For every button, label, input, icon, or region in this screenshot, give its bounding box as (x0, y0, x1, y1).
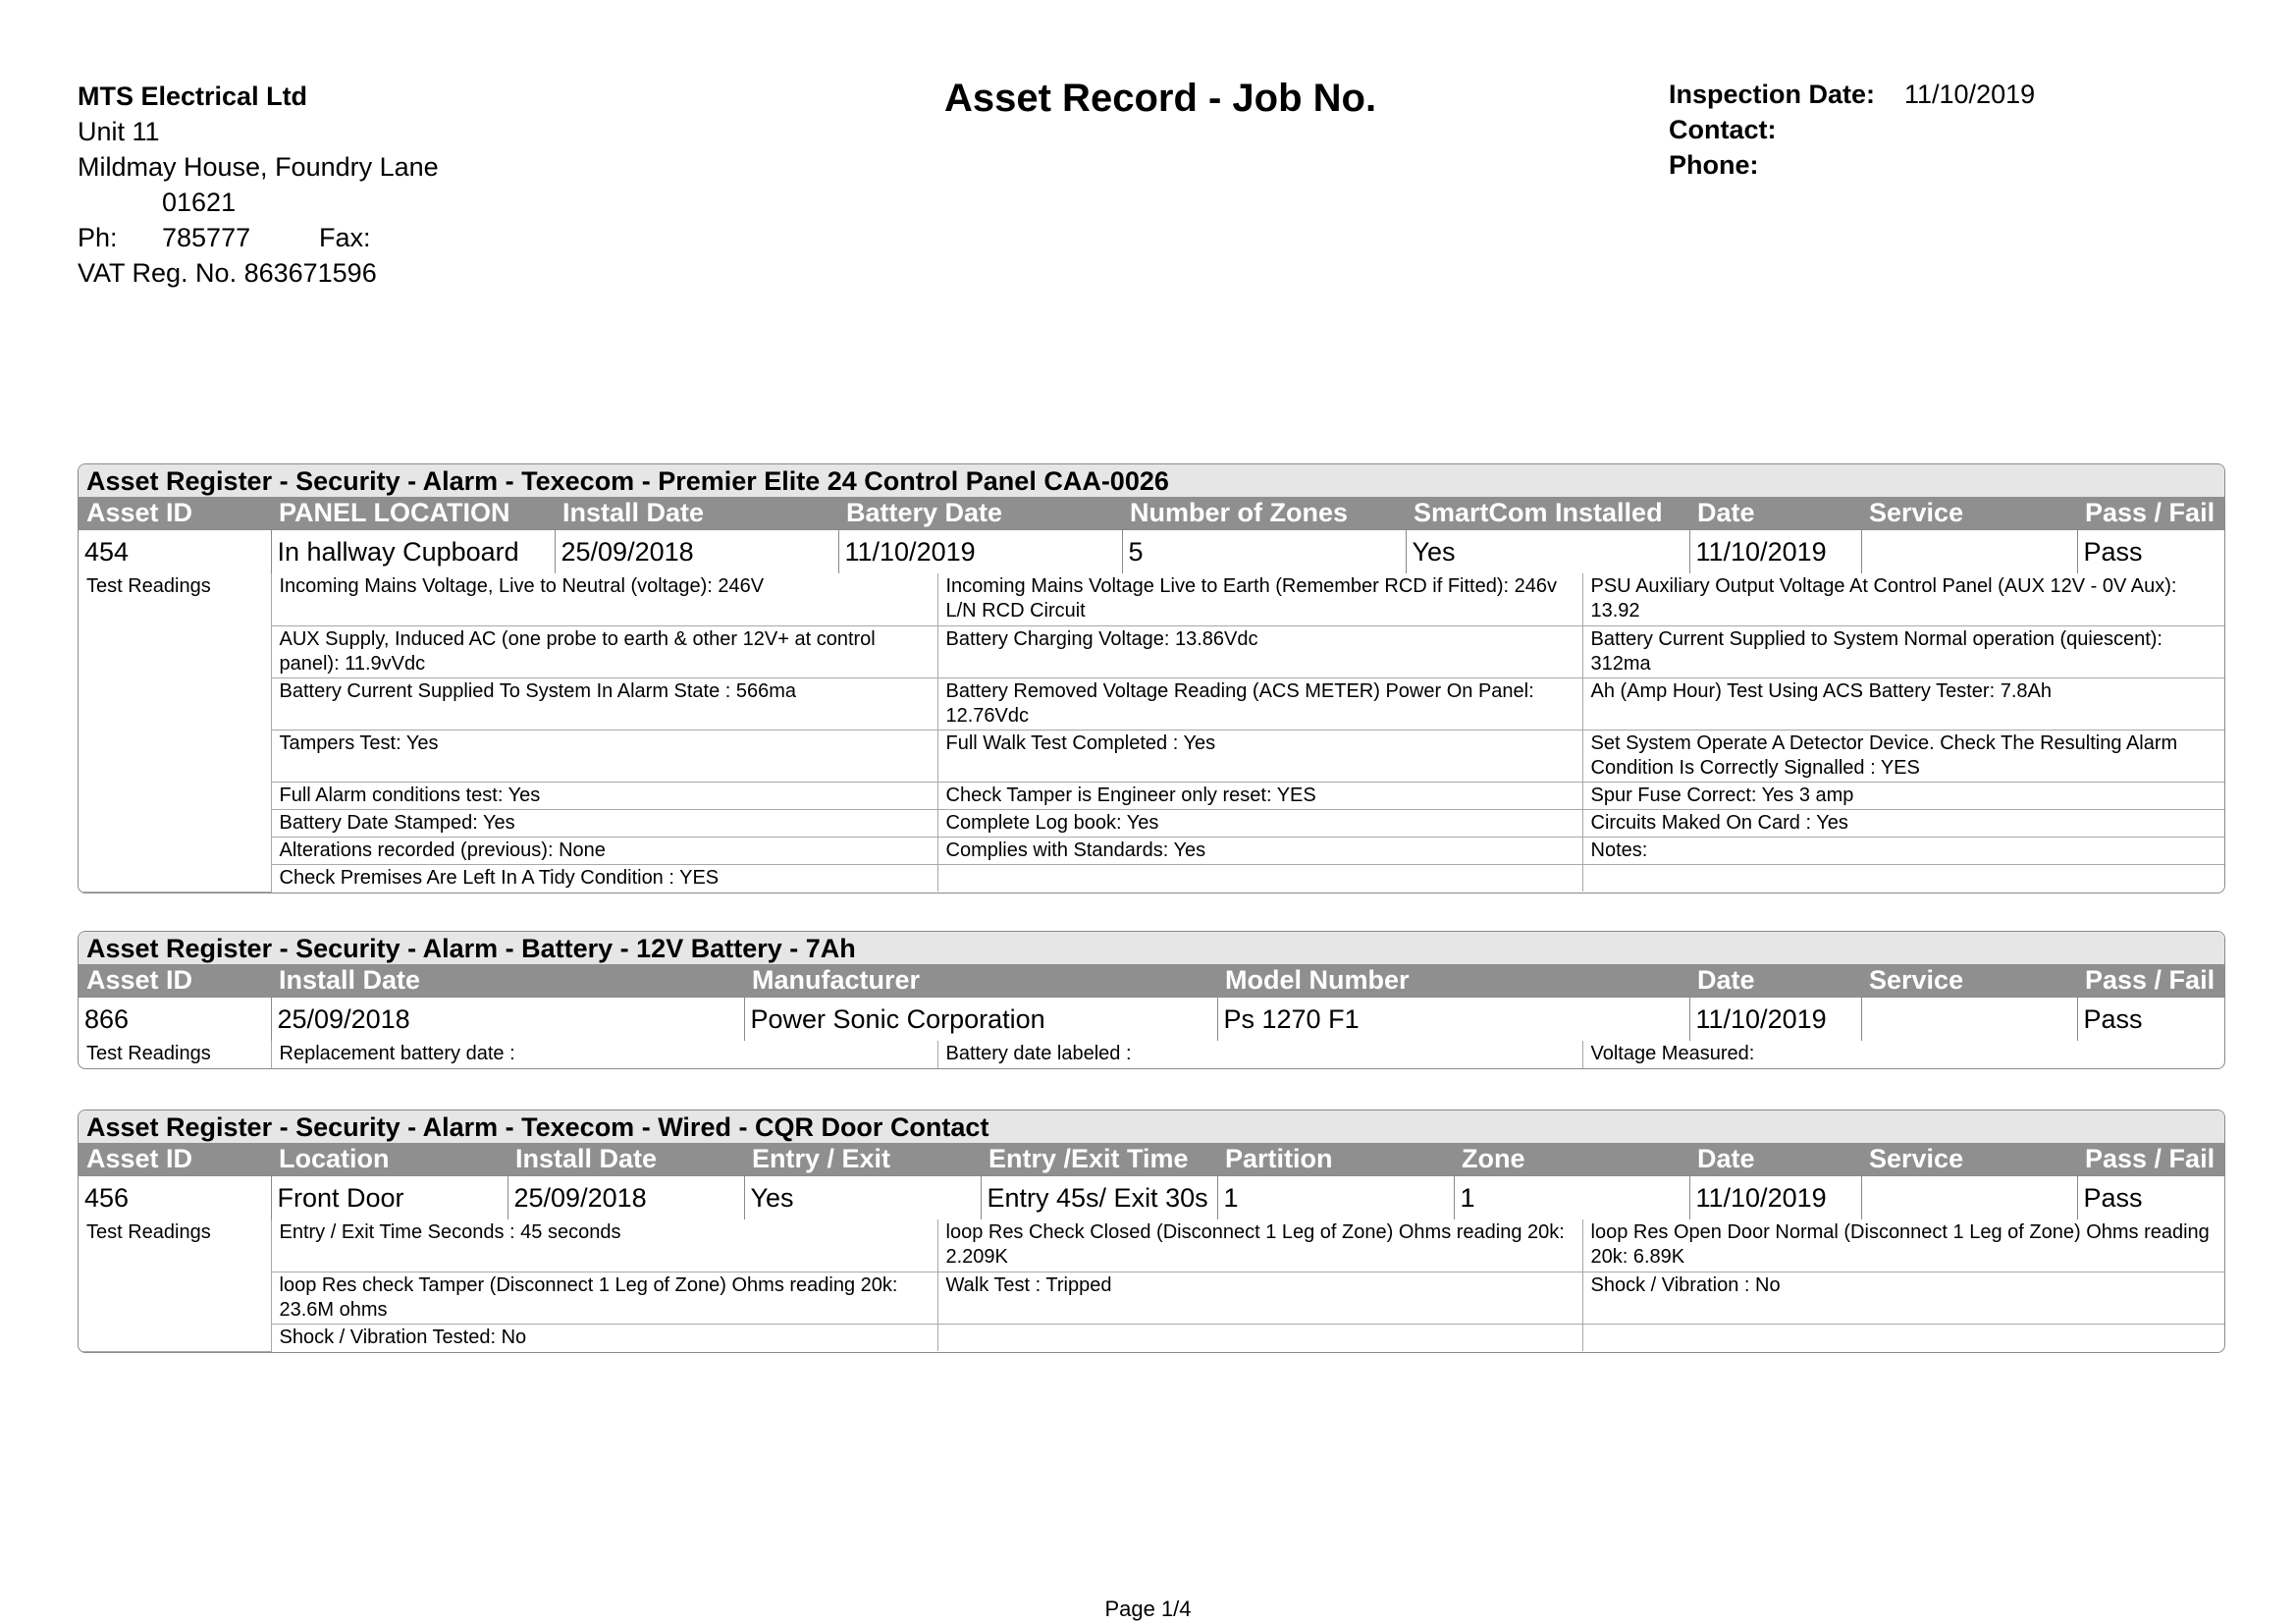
reading-cell: Check Tamper is Engineer only reset: YES (937, 782, 1582, 809)
reading-cell: Circuits Maked On Card : Yes (1582, 809, 2224, 837)
reading-cell: loop Res check Tamper (Disconnect 1 Leg of Zone) Ohms reading 20k: 23.6M ohms (271, 1272, 937, 1324)
readings-row (79, 809, 2224, 837)
asset-cell: Yes (744, 1176, 981, 1220)
reading-cell: AUX Supply, Induced AC (one probe to earth & other 12V+ at control panel): 11.9vVdc (271, 625, 937, 677)
readings-row (79, 782, 2224, 809)
column-header: Pass / Fail (2077, 964, 2224, 998)
reading-cell: Alterations recorded (previous): None (271, 837, 937, 864)
asset-cell: Entry 45s/ Exit 30s (981, 1176, 1217, 1220)
reading-cell: Incoming Mains Voltage Live to Earth (Remember RCD if Fitted): 246v L/N RCD Circuit (937, 573, 1582, 625)
inspection-date-label: Inspection Date: (1669, 80, 1876, 109)
asset-cell (1861, 530, 2077, 574)
asset-cell (1861, 998, 2077, 1042)
reading-cell: Notes: (1582, 837, 2224, 864)
reading-cell: loop Res Open Door Normal (Disconnect 1 Leg of Zone) Ohms reading 20k: 6.89K (1582, 1219, 2224, 1272)
column-header: Date (1689, 497, 1861, 530)
column-header: Location (271, 1143, 507, 1176)
inspection-block (1669, 77, 2035, 183)
test-readings-table (79, 1219, 2224, 1352)
column-header: Service (1861, 497, 2077, 530)
asset-cell: 11/10/2019 (1689, 530, 1861, 574)
column-header: Entry / Exit (744, 1143, 981, 1176)
test-readings-label: Test Readings (79, 1041, 271, 1068)
column-header: Manufacturer (744, 964, 1217, 998)
reading-cell: Full Walk Test Completed : Yes (937, 730, 1582, 782)
reading-cell (937, 864, 1582, 892)
test-readings-label: Test Readings (79, 573, 271, 892)
asset-cell: Ps 1270 F1 (1217, 998, 1689, 1042)
asset-header-table (79, 964, 2224, 1041)
readings-row (79, 625, 2224, 677)
reading-cell: Battery Charging Voltage: 13.86Vdc (937, 625, 1582, 677)
column-header: Date (1689, 1143, 1861, 1176)
asset-cell: Yes (1406, 530, 1689, 574)
asset-cell: 25/09/2018 (507, 1176, 744, 1220)
inspection-date-value: 11/10/2019 (1904, 80, 2036, 109)
column-header: Asset ID (79, 1143, 271, 1176)
column-header: Model Number (1217, 964, 1689, 998)
asset-cell: 11/10/2019 (1689, 998, 1861, 1042)
fax-label: Fax: (319, 223, 371, 252)
reading-cell: Complies with Standards: Yes (937, 837, 1582, 864)
readings-row (79, 730, 2224, 782)
asset-cell: Pass (2077, 998, 2224, 1042)
contact-label: Contact: (1669, 115, 1777, 144)
vat-number: VAT Reg. No. 863671596 (78, 258, 377, 288)
column-header: Partition (1217, 1143, 1454, 1176)
reading-cell: Entry / Exit Time Seconds : 45 seconds (271, 1219, 937, 1272)
asset-cell: In hallway Cupboard (271, 530, 555, 574)
asset-cell: 454 (79, 530, 271, 574)
readings-row (79, 1041, 2224, 1068)
asset-cell: 25/09/2018 (555, 530, 838, 574)
document-title: Asset Record - Job No. (944, 77, 1377, 120)
readings-row (79, 1219, 2224, 1272)
column-header: PANEL LOCATION (271, 497, 555, 530)
readings-row (79, 677, 2224, 730)
asset-value-row (79, 1176, 2224, 1220)
asset-value-row (79, 530, 2224, 574)
reading-cell: Walk Test : Tripped (937, 1272, 1582, 1324)
readings-row (79, 1324, 2224, 1351)
page-number: Page 1/4 (1104, 1597, 1192, 1621)
column-header: Install Date (507, 1143, 744, 1176)
asset-cell: 11/10/2019 (1689, 1176, 1861, 1220)
company-phone-row (78, 185, 439, 255)
asset-cell (1861, 1176, 2077, 1220)
asset-cell: 25/09/2018 (271, 998, 744, 1042)
asset-cell: Front Door (271, 1176, 507, 1220)
reading-cell (1582, 1324, 2224, 1351)
column-header-row (79, 1143, 2224, 1176)
reading-cell: Shock / Vibration Tested: No (271, 1324, 937, 1351)
asset-value-row (79, 998, 2224, 1042)
asset-section-control-panel (78, 463, 2225, 893)
company-block (78, 79, 439, 291)
reading-cell: Battery Date Stamped: Yes (271, 809, 937, 837)
column-header: Pass / Fail (2077, 497, 2224, 530)
company-name: MTS Electrical Ltd (78, 81, 308, 111)
reading-cell: Complete Log book: Yes (937, 809, 1582, 837)
reading-cell: Ah (Amp Hour) Test Using ACS Battery Tester: 7.8Ah (1582, 677, 2224, 730)
column-header: Asset ID (79, 497, 271, 530)
column-header: Number of Zones (1122, 497, 1406, 530)
asset-header-table (79, 1143, 2224, 1219)
reading-cell: Battery Current Supplied to System Normal operation (quiescent): 312ma (1582, 625, 2224, 677)
section-title: Asset Register - Security - Alarm - Texecom - Wired - CQR Door Contact (79, 1110, 2224, 1143)
reading-cell: Full Alarm conditions test: Yes (271, 782, 937, 809)
column-header: Service (1861, 964, 2077, 998)
asset-cell: Pass (2077, 1176, 2224, 1220)
test-readings-table (79, 573, 2224, 893)
column-header: Battery Date (838, 497, 1122, 530)
reading-cell: PSU Auxiliary Output Voltage At Control Panel (AUX 12V - 0V Aux): 13.92 (1582, 573, 2224, 625)
column-header-row (79, 497, 2224, 530)
readings-row (79, 573, 2224, 625)
reading-cell: Battery Removed Voltage Reading (ACS METER) Power On Panel: 12.76Vdc (937, 677, 1582, 730)
reading-cell: Replacement battery date : (271, 1041, 937, 1068)
readings-row (79, 837, 2224, 864)
reading-cell: Battery date labeled : (937, 1041, 1582, 1068)
column-header: Date (1689, 964, 1861, 998)
column-header: Asset ID (79, 964, 271, 998)
company-address-line1: Unit 11 (78, 117, 160, 146)
column-header: Install Date (555, 497, 838, 530)
test-readings-table (79, 1041, 2224, 1068)
column-header: Install Date (271, 964, 744, 998)
reading-cell: loop Res Check Closed (Disconnect 1 Leg of Zone) Ohms reading 20k: 2.209K (937, 1219, 1582, 1272)
section-title: Asset Register - Security - Alarm - Texecom - Premier Elite 24 Control Panel CAA-0026 (79, 464, 2224, 497)
section-title: Asset Register - Security - Alarm - Battery - 12V Battery - 7Ah (79, 932, 2224, 964)
column-header: SmartCom Installed (1406, 497, 1689, 530)
reading-cell: Spur Fuse Correct: Yes 3 amp (1582, 782, 2224, 809)
reading-cell: Incoming Mains Voltage, Live to Neutral (voltage): 246V (271, 573, 937, 625)
reading-cell: Tampers Test: Yes (271, 730, 937, 782)
reading-cell: Shock / Vibration : No (1582, 1272, 2224, 1324)
company-address-line2: Mildmay House, Foundry Lane (78, 152, 439, 182)
asset-section-battery (78, 931, 2225, 1069)
readings-row (79, 1272, 2224, 1324)
asset-cell: Pass (2077, 530, 2224, 574)
column-header: Zone (1454, 1143, 1689, 1176)
reading-cell: Set System Operate A Detector Device. Check The Resulting Alarm Condition Is Correctly Signalled : YES (1582, 730, 2224, 782)
reading-cell: Voltage Measured: (1582, 1041, 2224, 1068)
column-header: Service (1861, 1143, 2077, 1176)
asset-header-table (79, 497, 2224, 573)
asset-section-door-contact (78, 1110, 2225, 1353)
reading-cell (1582, 864, 2224, 892)
asset-cell: Power Sonic Corporation (744, 998, 1217, 1042)
reading-cell: Check Premises Are Left In A Tidy Condition : YES (271, 864, 937, 892)
column-header: Pass / Fail (2077, 1143, 2224, 1176)
readings-row (79, 864, 2224, 892)
asset-cell: 5 (1122, 530, 1406, 574)
asset-cell: 866 (79, 998, 271, 1042)
asset-cell: 11/10/2019 (838, 530, 1122, 574)
phone-value: 01621 785777 (162, 188, 251, 252)
phone-label: Ph: (78, 223, 118, 252)
reading-cell: Battery Current Supplied To System In Alarm State : 566ma (271, 677, 937, 730)
asset-cell: 456 (79, 1176, 271, 1220)
column-header-row (79, 964, 2224, 998)
column-header: Entry /Exit Time (981, 1143, 1217, 1176)
test-readings-label: Test Readings (79, 1219, 271, 1351)
asset-cell: 1 (1217, 1176, 1454, 1220)
phone-label-right: Phone: (1669, 150, 1759, 180)
asset-cell: 1 (1454, 1176, 1689, 1220)
reading-cell (937, 1324, 1582, 1351)
